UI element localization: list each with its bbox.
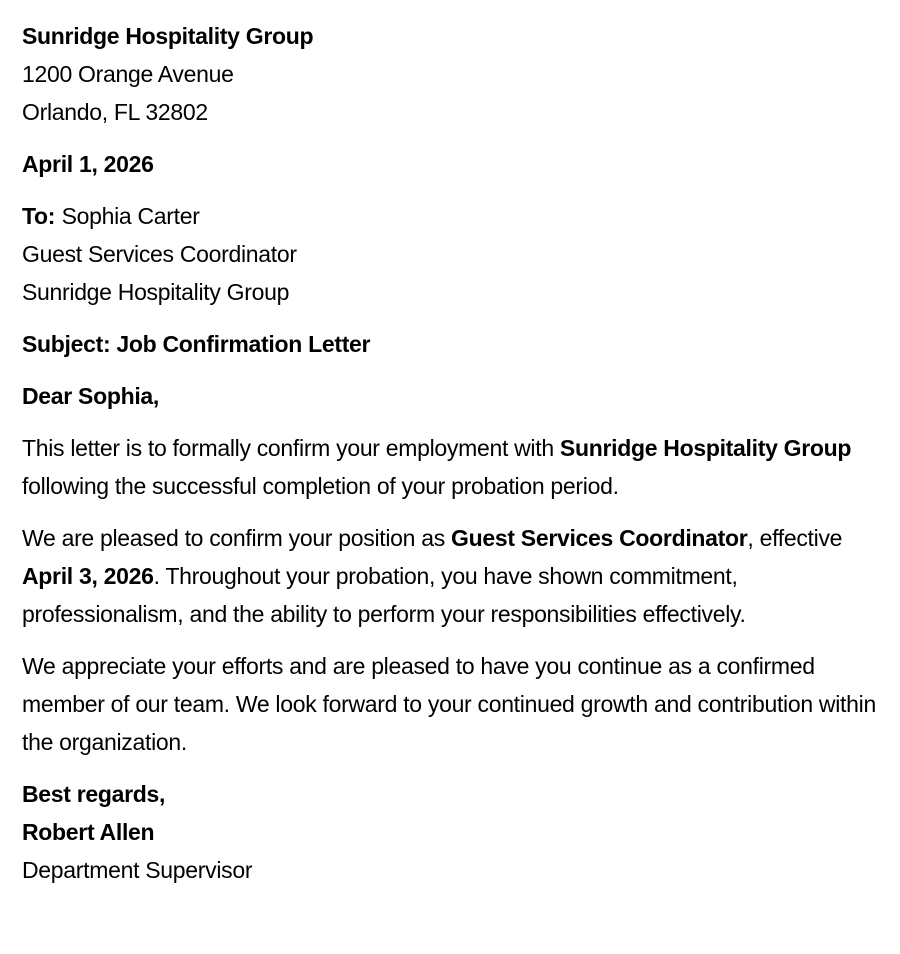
body-paragraph-2 xyxy=(22,519,878,633)
recipient-company: Sunridge Hospitality Group xyxy=(22,279,290,305)
sender-address-line2: Orlando, FL 32802 xyxy=(22,99,208,125)
subject-line: Subject: Job Confirmation Letter xyxy=(22,331,371,357)
sender-block xyxy=(22,17,878,131)
recipient-name: Sophia Carter xyxy=(61,203,200,229)
recipient-line xyxy=(22,197,878,235)
to-label: To: xyxy=(22,203,56,229)
body-paragraph-3 xyxy=(22,647,878,761)
bold-text-run: Guest Services Coordinator xyxy=(451,525,748,551)
text-run: , effective xyxy=(747,525,843,551)
salutation: Dear Sophia, xyxy=(22,383,159,409)
sender-company: Sunridge Hospitality Group xyxy=(22,23,314,49)
text-run: We appreciate your efforts and are pleased to have you continue as a confirmed member of our team. We look forward to your continued growth and contribution within the organization. xyxy=(22,653,876,755)
bold-text-run: Sunridge Hospitality Group xyxy=(559,435,852,461)
body-paragraph-1 xyxy=(22,429,878,505)
text-run: We are pleased to confirm your position as xyxy=(22,525,452,551)
letter-date: April 1, 2026 xyxy=(22,151,154,177)
salutation-block xyxy=(22,377,878,415)
recipient-block xyxy=(22,197,878,311)
text-run: following the successful completion of your probation period. xyxy=(22,473,619,499)
bold-text-run: April 3, 2026 xyxy=(22,563,154,589)
subject-block xyxy=(22,325,878,363)
sender-address-line1: 1200 Orange Avenue xyxy=(22,61,234,87)
text-run: . Throughout your probation, you have shown commitment, professionalism, and the ability to perform your responsibilities effectively. xyxy=(22,563,746,627)
closing-name: Robert Allen xyxy=(22,819,155,845)
date-block xyxy=(22,145,878,183)
closing-block xyxy=(22,775,878,889)
closing-regards: Best regards, xyxy=(22,781,166,807)
closing-title: Department Supervisor xyxy=(22,857,253,883)
text-run: This letter is to formally confirm your employment with xyxy=(22,435,560,461)
recipient-title: Guest Services Coordinator xyxy=(22,241,297,267)
